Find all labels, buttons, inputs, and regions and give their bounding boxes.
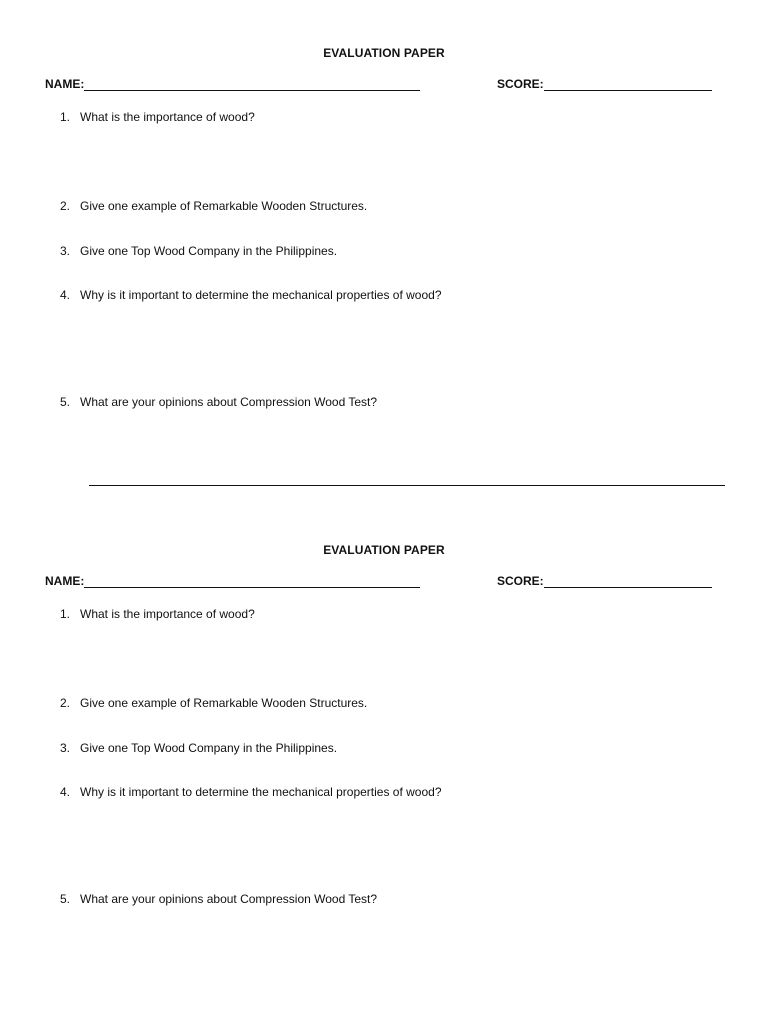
question-number: 2. <box>59 696 70 710</box>
name-blank-line <box>84 575 420 588</box>
name-field <box>45 77 420 91</box>
score-field <box>497 574 712 588</box>
question-4 <box>0 288 442 302</box>
paper-title: EVALUATION PAPER <box>323 46 445 60</box>
question-number: 3. <box>59 741 70 755</box>
name-blank-line <box>84 78 420 91</box>
question-text: Give one example of Remarkable Wooden Structures. <box>80 199 368 213</box>
question-4 <box>0 785 442 799</box>
name-label: NAME: <box>45 77 85 91</box>
question-number: 1. <box>59 607 70 621</box>
question-number: 4. <box>59 785 70 799</box>
question-text: Why is it important to determine the mechanical properties of wood? <box>80 785 442 799</box>
question-5 <box>0 395 377 409</box>
score-field <box>497 77 712 91</box>
name-label: NAME: <box>45 574 85 588</box>
question-2 <box>0 696 367 710</box>
question-number: 5. <box>59 892 70 906</box>
score-blank-line <box>544 575 712 588</box>
question-number: 4. <box>59 288 70 302</box>
question-5 <box>0 892 377 906</box>
score-label: SCORE: <box>497 574 544 588</box>
question-2 <box>0 199 367 213</box>
question-text: What are your opinions about Compression Wood Test? <box>80 892 378 906</box>
question-1 <box>0 110 255 124</box>
question-3 <box>0 244 337 258</box>
question-text: What are your opinions about Compression Wood Test? <box>80 395 378 409</box>
question-text: Why is it important to determine the mechanical properties of wood? <box>80 288 442 302</box>
question-text: Give one Top Wood Company in the Philippines. <box>80 741 338 755</box>
question-text: Give one Top Wood Company in the Philippines. <box>80 244 338 258</box>
score-blank-line <box>544 78 712 91</box>
cut-line-divider <box>89 485 725 486</box>
question-number: 1. <box>59 110 70 124</box>
question-number: 3. <box>59 244 70 258</box>
question-text: What is the importance of wood? <box>80 110 255 124</box>
name-field <box>45 574 420 588</box>
score-label: SCORE: <box>497 77 544 91</box>
question-text: What is the importance of wood? <box>80 607 255 621</box>
paper-title: EVALUATION PAPER <box>323 543 445 557</box>
question-1 <box>0 607 255 621</box>
question-number: 5. <box>59 395 70 409</box>
question-3 <box>0 741 337 755</box>
question-number: 2. <box>59 199 70 213</box>
question-text: Give one example of Remarkable Wooden Structures. <box>80 696 368 710</box>
